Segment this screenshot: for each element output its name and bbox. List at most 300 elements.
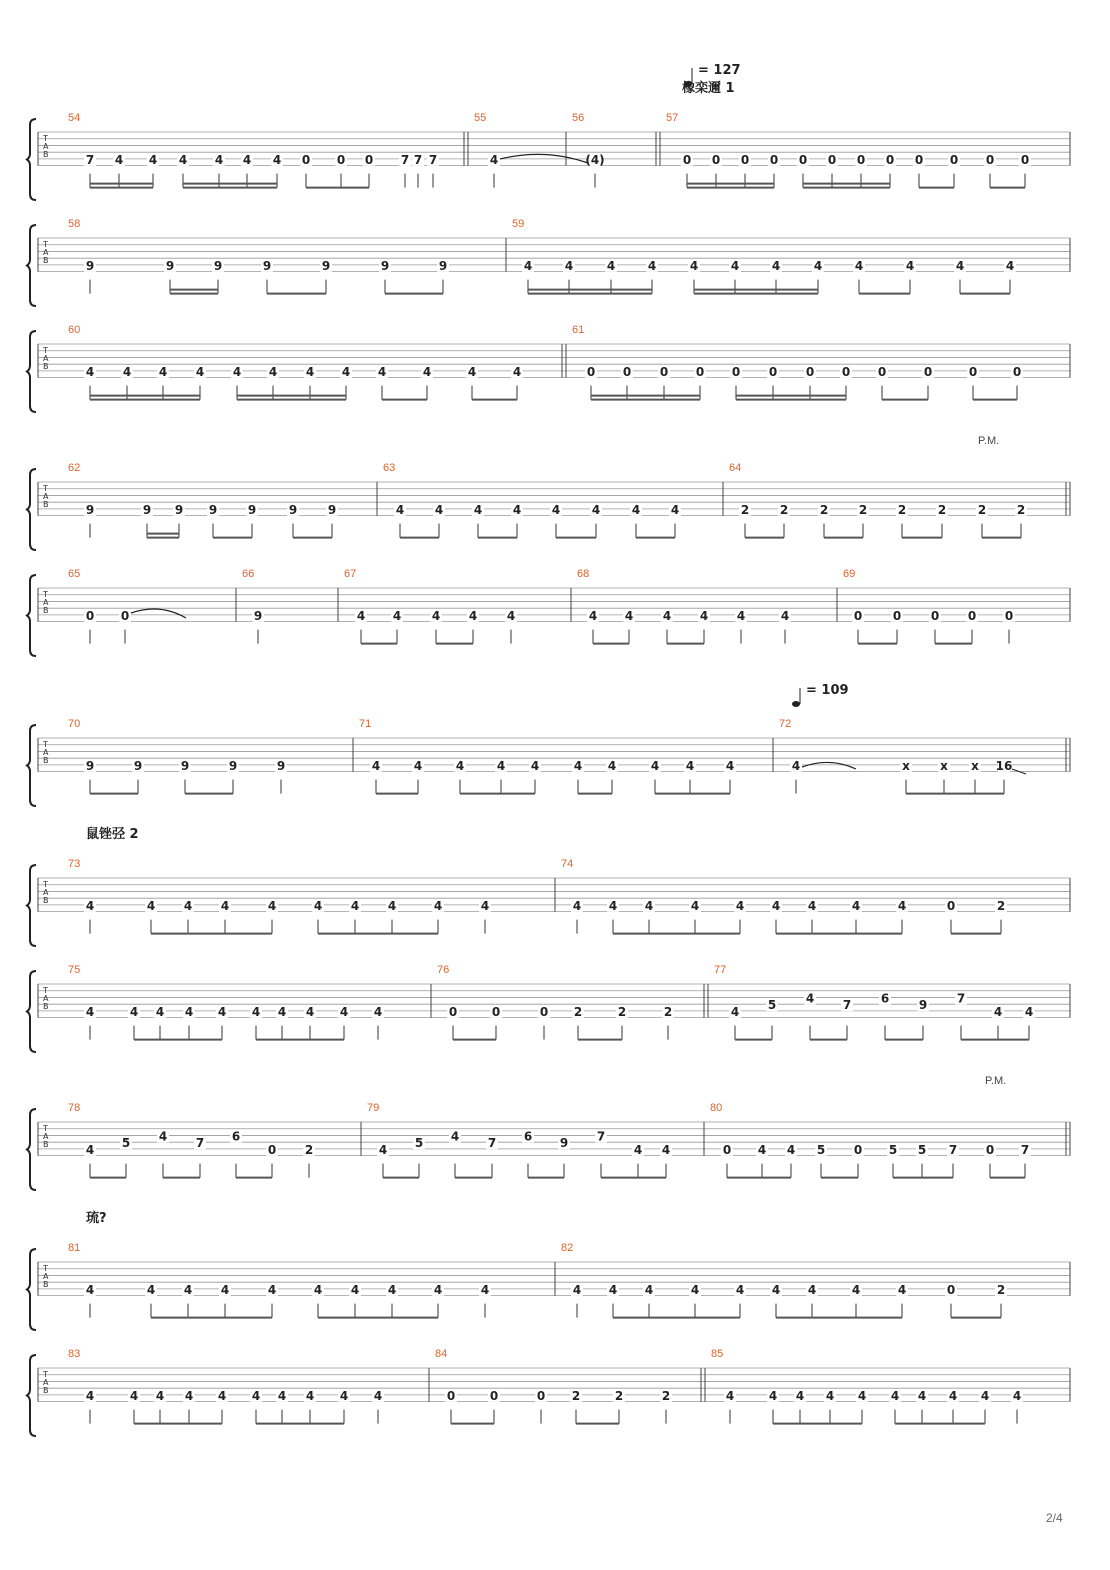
- fret-number: 0: [853, 608, 863, 623]
- fret-number: 4: [85, 898, 95, 913]
- fret-number: 4: [825, 1388, 835, 1403]
- fret-number: x: [971, 758, 979, 773]
- beam: [776, 1317, 902, 1319]
- fret-number: 4: [780, 608, 790, 623]
- beam: [736, 399, 846, 401]
- system-brace: [27, 575, 36, 656]
- fret-number: 5: [767, 998, 777, 1013]
- fret-number: 4: [607, 758, 617, 773]
- fret-number: 4: [588, 608, 598, 623]
- fret-number: 9: [165, 258, 175, 273]
- measure-number: 56: [572, 112, 585, 124]
- beam: [735, 1039, 772, 1041]
- system-brace: [27, 225, 36, 306]
- fret-number: 4: [551, 502, 561, 517]
- tab-clef-letter: A: [43, 248, 49, 257]
- fret-number: 4: [158, 364, 168, 379]
- fret-number: 5: [917, 1142, 927, 1157]
- fret-number: 4: [690, 898, 700, 913]
- beam: [895, 1423, 985, 1425]
- fret-number: 0: [985, 1142, 995, 1157]
- fret-number: 9: [85, 502, 95, 517]
- beam: [151, 933, 272, 935]
- fret-number: 4: [356, 608, 366, 623]
- fret-number: 0: [968, 364, 978, 379]
- fret-number: 4: [214, 152, 224, 167]
- fret-number: 0: [827, 152, 837, 167]
- fret-number: 4: [807, 898, 817, 913]
- fret-number: 4: [564, 258, 574, 273]
- fret-number: 4: [268, 364, 278, 379]
- section-label: 鼠锉弪 2: [86, 827, 139, 842]
- tab-clef-letter: A: [43, 1378, 49, 1387]
- system-brace: [27, 725, 36, 806]
- tab-clef-letter: B: [43, 1140, 49, 1149]
- fret-number: 0: [892, 608, 902, 623]
- fret-number: 4: [433, 1282, 443, 1297]
- fret-number: 9: [253, 608, 263, 623]
- fret-number: 0: [301, 152, 311, 167]
- tab-clef-letter: B: [43, 500, 49, 509]
- beam: [694, 289, 818, 291]
- fret-number: 9: [85, 758, 95, 773]
- fret-number: 2: [304, 1142, 314, 1157]
- fret-number: 4: [955, 258, 965, 273]
- beam: [170, 289, 218, 291]
- fret-number: 4: [350, 1282, 360, 1297]
- beam: [90, 187, 153, 189]
- tab-clef-letter: A: [43, 888, 49, 897]
- fret-number: 4: [805, 991, 815, 1006]
- beam: [436, 643, 473, 645]
- fret-number: 4: [851, 1282, 861, 1297]
- fret-number: 2: [996, 1282, 1006, 1297]
- measure-number: 54: [68, 112, 81, 124]
- system-brace: [27, 1355, 36, 1436]
- beam: [824, 537, 863, 539]
- measure-number: 72: [779, 718, 792, 730]
- fret-number: 4: [608, 898, 618, 913]
- fret-number: 0: [930, 608, 940, 623]
- beam: [267, 293, 326, 295]
- measure-number: 83: [68, 1348, 81, 1360]
- beam: [453, 1039, 496, 1041]
- fret-number: 0: [946, 1282, 956, 1297]
- fret-number: 4: [757, 1142, 767, 1157]
- fret-number: 4: [85, 1142, 95, 1157]
- fret-number: 4: [689, 258, 699, 273]
- fret-number: 0: [711, 152, 721, 167]
- fret-number: 4: [85, 1004, 95, 1019]
- tab-clef-letter: T: [43, 240, 48, 249]
- beam: [990, 1177, 1025, 1179]
- fret-number: 4: [650, 758, 660, 773]
- fret-number: 4: [339, 1388, 349, 1403]
- fret-number: 2: [617, 1004, 627, 1019]
- fret-number: 4: [184, 1388, 194, 1403]
- fret-number: 4: [730, 258, 740, 273]
- beam: [951, 1317, 1001, 1319]
- fret-number: 9: [142, 502, 152, 517]
- fret-number: 4: [378, 1142, 388, 1157]
- beam: [472, 399, 517, 401]
- fret-number: 4: [146, 898, 156, 913]
- fret-number: 4: [897, 1282, 907, 1297]
- measure-number: 58: [68, 218, 81, 230]
- fret-number: 7: [487, 1136, 497, 1151]
- beam: [256, 1039, 344, 1041]
- beam: [383, 1177, 419, 1179]
- section-label: 橡栾邇 1: [682, 81, 735, 96]
- system-brace: [27, 865, 36, 946]
- measure-number: 78: [68, 1102, 81, 1114]
- fret-number: x: [902, 758, 910, 773]
- beam: [361, 643, 397, 645]
- quarter-note-icon: [792, 701, 800, 707]
- beam: [935, 643, 972, 645]
- fret-number: 0: [659, 364, 669, 379]
- fret-number: 0: [856, 152, 866, 167]
- beam: [376, 793, 418, 795]
- tab-system-6: [27, 858, 1070, 946]
- fret-number: 4: [392, 608, 402, 623]
- beam: [170, 293, 218, 295]
- fret-number: 4: [1005, 258, 1015, 273]
- fret-number: 16: [995, 758, 1013, 773]
- tempo-marking: = 109: [806, 683, 849, 698]
- measure-number: 66: [242, 568, 255, 580]
- system-brace: [27, 331, 36, 412]
- fret-number: 4: [854, 258, 864, 273]
- fret-number: 4: [768, 1388, 778, 1403]
- tab-system-10: [27, 1348, 1070, 1436]
- fret-number: 4: [114, 152, 124, 167]
- fret-number: 0: [586, 364, 596, 379]
- fret-number: 7: [956, 991, 966, 1006]
- beam: [821, 1177, 858, 1179]
- fret-number: 4: [917, 1388, 927, 1403]
- fret-number: 4: [480, 1282, 490, 1297]
- measure-number: 61: [572, 324, 585, 336]
- fret-number: 4: [771, 1282, 781, 1297]
- beam: [687, 187, 774, 189]
- fret-number: 4: [183, 1282, 193, 1297]
- fret-number: 9: [228, 758, 238, 773]
- fret-number: 4: [155, 1004, 165, 1019]
- fret-number: 4: [661, 1142, 671, 1157]
- beam: [528, 289, 652, 291]
- measure-number: 63: [383, 462, 396, 474]
- beam: [593, 643, 629, 645]
- fret-number: 4: [730, 1004, 740, 1019]
- system-brace: [27, 971, 36, 1052]
- fret-number: 4: [786, 1142, 796, 1157]
- fret-number: 4: [184, 1004, 194, 1019]
- fret-number: 7: [85, 152, 95, 167]
- fret-number: 4: [122, 364, 132, 379]
- fret-number: 4: [699, 608, 709, 623]
- fret-number: 4: [813, 258, 823, 273]
- beam: [906, 793, 1004, 795]
- fret-number: 2: [937, 502, 947, 517]
- tab-clef-letter: T: [43, 880, 48, 889]
- tab-clef-letter: A: [43, 1272, 49, 1281]
- beam: [687, 183, 774, 185]
- beam: [460, 793, 535, 795]
- fret-number: 0: [923, 364, 933, 379]
- fret-number: 4: [572, 1282, 582, 1297]
- beam: [90, 793, 138, 795]
- fret-number: 9: [133, 758, 143, 773]
- fret-number: 0: [841, 364, 851, 379]
- beam: [528, 293, 652, 295]
- tie-arc: [802, 762, 856, 769]
- measure-number: 60: [68, 324, 81, 336]
- beam: [960, 293, 1010, 295]
- fret-number: 4: [473, 502, 483, 517]
- fret-number: 4: [771, 258, 781, 273]
- fret-number: 7: [400, 152, 410, 167]
- fret-number: 4: [506, 608, 516, 623]
- measure-number: 77: [714, 964, 727, 976]
- fret-number: 5: [816, 1142, 826, 1157]
- tab-system-9: [27, 1242, 1070, 1330]
- fret-number: 7: [1020, 1142, 1030, 1157]
- beam: [591, 399, 700, 401]
- fret-number: 4: [480, 898, 490, 913]
- fret-number: 5: [414, 1136, 424, 1151]
- beam: [667, 643, 704, 645]
- fret-number: 4: [573, 758, 583, 773]
- beam: [655, 793, 730, 795]
- fret-number: 0: [985, 152, 995, 167]
- measure-number: 62: [68, 462, 81, 474]
- fret-number: 0: [446, 1388, 456, 1403]
- fret-number: 4: [633, 1142, 643, 1157]
- page-number: 2/4: [1046, 1511, 1063, 1525]
- measure-number: 79: [367, 1102, 380, 1114]
- measure-number: 55: [474, 112, 487, 124]
- tab-clef-letter: A: [43, 598, 49, 607]
- beam: [382, 399, 427, 401]
- fret-number: 6: [523, 1129, 533, 1144]
- tab-clef-letter: T: [43, 740, 48, 749]
- beam: [318, 933, 438, 935]
- beam: [578, 793, 612, 795]
- beam: [636, 537, 675, 539]
- tab-clef-letter: B: [43, 150, 49, 159]
- fret-number: 4: [341, 364, 351, 379]
- fret-number: 4: [735, 1282, 745, 1297]
- tab-system-0: [27, 112, 1070, 200]
- beam: [183, 187, 277, 189]
- tab-clef-letter: B: [43, 896, 49, 905]
- tab-clef-letter: A: [43, 142, 49, 151]
- fret-number: 4: [350, 898, 360, 913]
- fret-number: 0: [539, 1004, 549, 1019]
- fret-number: 9: [208, 502, 218, 517]
- fret-number: 4: [807, 1282, 817, 1297]
- beam: [803, 183, 890, 185]
- fret-number: 4: [905, 258, 915, 273]
- tab-clef-letter: T: [43, 986, 48, 995]
- fret-number: 4: [339, 1004, 349, 1019]
- measure-number: 59: [512, 218, 525, 230]
- fret-number: 4: [434, 502, 444, 517]
- measure-number: 84: [435, 1348, 448, 1360]
- measure-number: 82: [561, 1242, 574, 1254]
- tab-system-4: [27, 568, 1070, 656]
- measure-number: 57: [666, 112, 679, 124]
- fret-number: 2: [571, 1388, 581, 1403]
- fret-number: 4: [450, 1129, 460, 1144]
- tab-clef-letter: T: [43, 346, 48, 355]
- fret-number: 5: [121, 1136, 131, 1151]
- beam: [803, 187, 890, 189]
- fret-number: 4: [948, 1388, 958, 1403]
- fret-number: 4: [305, 1388, 315, 1403]
- section-label: 琉?: [86, 1211, 107, 1226]
- fret-number: 0: [949, 152, 959, 167]
- measure-number: 65: [68, 568, 81, 580]
- fret-number: 9: [213, 258, 223, 273]
- tab-clef-letter: T: [43, 1370, 48, 1379]
- fret-number: 7: [428, 152, 438, 167]
- fret-number: 9: [559, 1136, 569, 1151]
- fret-number: 4: [146, 1282, 156, 1297]
- measure-number: 85: [711, 1348, 724, 1360]
- fret-number: 4: [606, 258, 616, 273]
- fret-number: 4: [690, 1282, 700, 1297]
- fret-number: 4: [993, 1004, 1003, 1019]
- fret-number: 4: [85, 1388, 95, 1403]
- fret-number: 0: [336, 152, 346, 167]
- fret-number: 0: [805, 364, 815, 379]
- fret-number: 9: [438, 258, 448, 273]
- fret-number: 4: [1024, 1004, 1034, 1019]
- fret-number: 4: [232, 364, 242, 379]
- beam: [591, 395, 700, 397]
- fret-number: 0: [1020, 152, 1030, 167]
- tab-system-2: [27, 324, 1070, 412]
- fret-number: 9: [276, 758, 286, 773]
- fret-number: 4: [85, 1282, 95, 1297]
- beam: [982, 537, 1021, 539]
- fret-number: 4: [277, 1004, 287, 1019]
- measure-number: 67: [344, 568, 357, 580]
- fret-number: 2: [977, 502, 987, 517]
- fret-number: 4: [387, 1282, 397, 1297]
- fret-number: 0: [622, 364, 632, 379]
- beam: [973, 399, 1017, 401]
- beam: [237, 395, 346, 397]
- beam: [385, 293, 443, 295]
- fret-number: 4: [85, 364, 95, 379]
- beam: [90, 395, 200, 397]
- tab-system-7: [27, 964, 1070, 1052]
- palm-mute-mark: P.M.: [985, 1075, 1007, 1087]
- fret-number: 2: [779, 502, 789, 517]
- fret-number: 4: [422, 364, 432, 379]
- fret-number: 9: [380, 258, 390, 273]
- fret-number: 4: [512, 364, 522, 379]
- fret-number: 4: [195, 364, 205, 379]
- beam: [736, 395, 846, 397]
- fret-number: 4: [530, 758, 540, 773]
- beam: [528, 1177, 564, 1179]
- beam: [183, 183, 277, 185]
- fret-number: 9: [85, 258, 95, 273]
- beam: [773, 1423, 862, 1425]
- fret-number: 0: [768, 364, 778, 379]
- fret-number: 4: [736, 608, 746, 623]
- fret-number: 0: [722, 1142, 732, 1157]
- fret-number: 9: [180, 758, 190, 773]
- fret-number: 4: [591, 502, 601, 517]
- beam: [134, 1039, 222, 1041]
- fret-number: 9: [327, 502, 337, 517]
- fret-number: 4: [431, 608, 441, 623]
- fret-number: 4: [572, 898, 582, 913]
- palm-mute-mark: P.M.: [978, 435, 1000, 447]
- fret-number: 0: [536, 1388, 546, 1403]
- fret-number: 4: [267, 1282, 277, 1297]
- fret-number: 2: [663, 1004, 673, 1019]
- fret-number: 4: [267, 898, 277, 913]
- fret-number: 4: [644, 1282, 654, 1297]
- fret-number: 2: [740, 502, 750, 517]
- fret-number: 4: [851, 898, 861, 913]
- fret-number: 4: [890, 1388, 900, 1403]
- fret-number: 2: [858, 502, 868, 517]
- beam: [858, 643, 897, 645]
- beam: [990, 187, 1025, 189]
- tab-clef-letter: A: [43, 748, 49, 757]
- fret-number: 4: [277, 1388, 287, 1403]
- beam: [90, 183, 153, 185]
- fret-number: 4: [217, 1004, 227, 1019]
- fret-number: 4: [305, 1004, 315, 1019]
- measure-number: 71: [359, 718, 372, 730]
- fret-number: 4: [523, 258, 533, 273]
- fret-number: 7: [842, 998, 852, 1013]
- fret-number: 4: [795, 1388, 805, 1403]
- fret-number: 4: [387, 898, 397, 913]
- fret-number: 4: [897, 898, 907, 913]
- beam: [400, 537, 439, 539]
- fret-number: 4: [857, 1388, 867, 1403]
- fret-number: 0: [1012, 364, 1022, 379]
- fret-number: 0: [120, 608, 130, 623]
- beam: [961, 1039, 1029, 1041]
- measure-number: 69: [843, 568, 856, 580]
- beam: [318, 1317, 438, 1319]
- fret-number: 4: [158, 1129, 168, 1144]
- fret-number: 4: [791, 758, 801, 773]
- fret-number: 4: [371, 758, 381, 773]
- beam: [478, 537, 517, 539]
- beam: [147, 533, 179, 535]
- fret-number: 9: [247, 502, 257, 517]
- fret-number: 4: [771, 898, 781, 913]
- fret-number: 9: [321, 258, 331, 273]
- fret-number: 4: [644, 898, 654, 913]
- tab-system-1: [27, 218, 1070, 306]
- tab-system-5: [27, 718, 1070, 806]
- fret-number: 4: [685, 758, 695, 773]
- measure-number: 80: [710, 1102, 723, 1114]
- measure-number: 76: [437, 964, 450, 976]
